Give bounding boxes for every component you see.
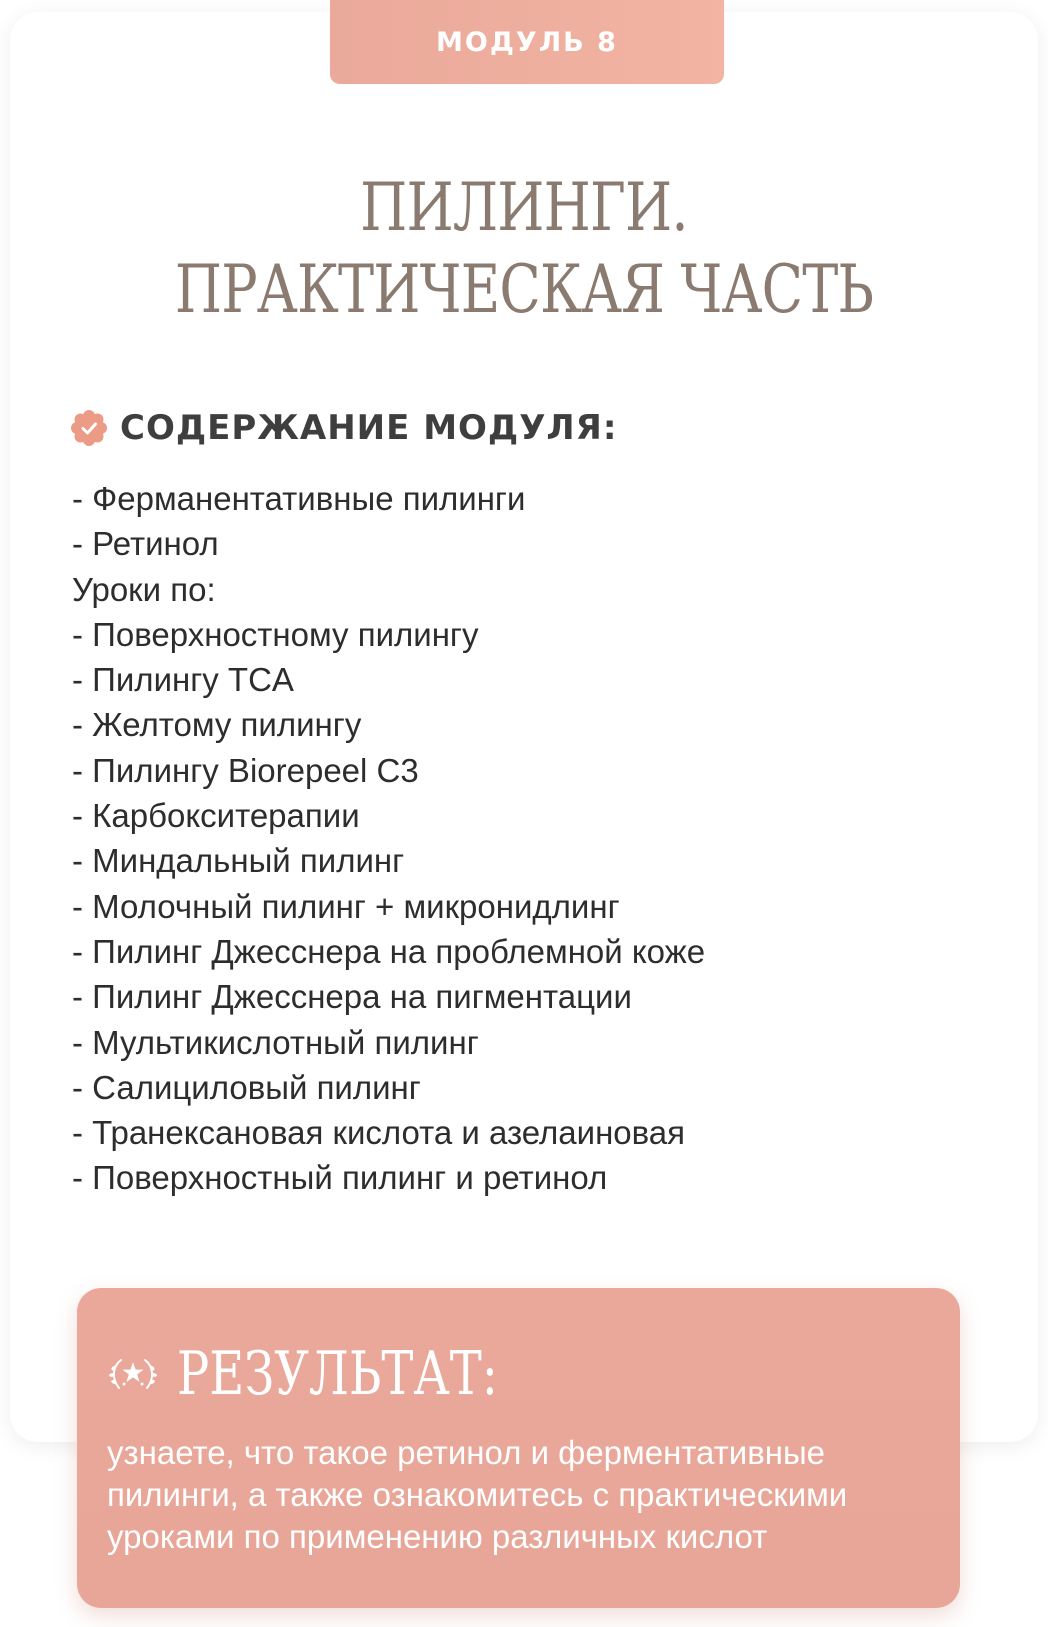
list-item: - Мультикислотный пилинг [72, 1023, 479, 1061]
list-item: - Поверхностному пилингу [72, 615, 479, 653]
result-title: РЕЗУЛЬТАТ: [177, 1339, 498, 1409]
list-item: - Желтому пилингу [72, 706, 362, 744]
list-item: - Пилинг Джесснера на пигментации [72, 978, 632, 1016]
list-item: - Ретинол [72, 525, 219, 563]
result-text: узнаете, что такое ретинол и ферментативные пилинги, а также ознакомитесь с практическими уроками по применению различных кислот [107, 1434, 848, 1555]
laurel-star-icon [107, 1354, 159, 1394]
result-heading [107, 1339, 578, 1409]
list-item: - Транексановая кислота и азелаиновая [72, 1114, 686, 1152]
flower-check-icon [70, 409, 108, 447]
page-title-line1: ПИЛИНГИ. [360, 169, 688, 246]
module-badge[interactable]: МОДУЛЬ 8 [330, 0, 724, 84]
page-title-line2: ПРАКТИЧЕСКАЯ ЧАСТЬ [174, 251, 874, 328]
contents-list [72, 476, 705, 1201]
list-item: - Ферманентативные пилинги [72, 480, 526, 517]
contents-heading [70, 408, 617, 448]
result-card [77, 1288, 960, 1608]
list-item: - Пилинг Джесснера на проблемной коже [72, 932, 706, 970]
list-item: - Молочный пилинг + микронидлинг [72, 887, 620, 925]
list-item: - Пилингу Biorepeel C3 [72, 751, 419, 789]
list-item: - Миндальный пилинг [72, 842, 405, 880]
list-item: - Карбокситерапии [72, 797, 360, 835]
list-item: - Салициловый пилинг [72, 1068, 421, 1106]
contents-title: СОДЕРЖАНИЕ МОДУЛЯ: [120, 408, 618, 448]
list-item: Уроки по: [72, 570, 216, 608]
list-item: - Пилингу TCA [72, 661, 294, 699]
list-item: - Поверхностный пилинг и ретинол [72, 1159, 608, 1197]
